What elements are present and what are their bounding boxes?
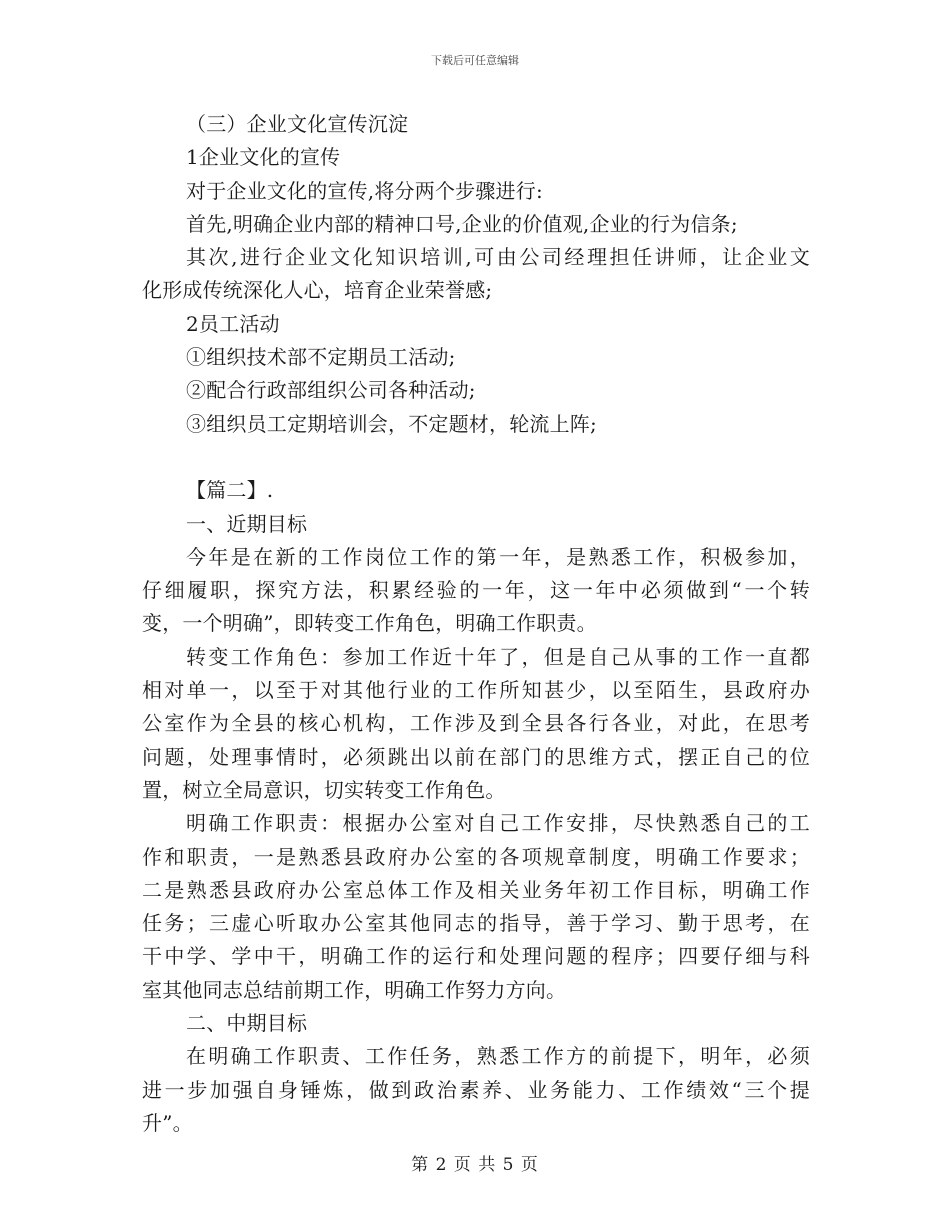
paragraph-line: 转变工作角色：参加工作近十年了，但是自己从事的工作一直都 — [186, 644, 810, 669]
paragraph-line: 变，一个明确”，即转变工作角色，明确工作职责。 — [142, 611, 597, 636]
paragraph-line: 置，树立全局意识，切实转变工作角色。 — [142, 777, 506, 802]
paragraph-line: 公室作为全县的核心机构，工作涉及到全县各行各业，对此，在思考 — [142, 711, 810, 736]
paragraph-line: 在明确工作职责、工作任务，熟悉工作方的前提下，明年，必须 — [186, 1044, 810, 1069]
paragraph-line: 进一步加强自身锤炼，做到政治素养、业务能力、工作绩效“三个提 — [142, 1077, 810, 1102]
paragraph-line: 化形成传统深化人心，培育企业荣誉感; — [142, 278, 493, 303]
paragraph-line: 任务；三虚心听取办公室其他同志的指导，善于学习、勤于思考，在 — [142, 911, 810, 936]
header-note: 下载后可任意编辑 — [431, 54, 519, 67]
paragraph-line: 相对单一，以至于对其他行业的工作所知甚少，以至陌生，县政府办 — [142, 678, 810, 703]
section-heading: （三）企业文化宣传沉淀 — [186, 112, 409, 136]
list-item: ①组织技术部不定期员工活动; — [186, 345, 456, 370]
paragraph-line: 明确工作职责：根据办公室对自己工作安排，尽快熟悉自己的工 — [186, 811, 810, 836]
paragraph-line: 室其他同志总结前期工作，明确工作努力方向。 — [142, 977, 567, 1002]
paragraph-line: 今年是在新的工作岗位工作的第一年，是熟悉工作，积极参加， — [186, 544, 810, 569]
blank-line — [142, 441, 810, 474]
subheading: 2员工活动 — [186, 311, 280, 336]
part-heading: 【篇二】. — [186, 478, 274, 503]
paragraph-line: 其次,进行企业文化知识培训,可由公司经理担任讲师，让企业文 — [186, 245, 810, 270]
paragraph-line: 作和职责，一是熟悉县政府办公室的各项规章制度，明确工作要求； — [142, 844, 810, 869]
section-heading: 一、近期目标 — [186, 511, 308, 536]
paragraph-line: 升”。 — [142, 1110, 193, 1135]
paragraph-line: 问题，处理事情时，必须跳出以前在部门的思维方式，摆正自己的位 — [142, 744, 810, 769]
section-heading: 二、中期目标 — [186, 1011, 308, 1036]
document-body — [142, 108, 810, 1140]
paragraph-line: 二是熟悉县政府办公室总体工作及相关业务年初工作目标，明确工作 — [142, 877, 810, 902]
list-item: ③组织员工定期培训会，不定题材，轮流上阵; — [186, 411, 597, 436]
paragraph-line: 干中学、学中干，明确工作的运行和处理问题的程序；四要仔细与科 — [142, 944, 810, 969]
list-item: ②配合行政部组织公司各种活动; — [186, 378, 476, 403]
paragraph-line: 对于企业文化的宣传,将分两个步骤进行: — [186, 178, 543, 203]
page-number-footer: 第 2 页 共 5 页 — [411, 1155, 539, 1175]
paragraph-line: 仔细履职，探究方法，积累经验的一年，这一年中必须做到“一个转 — [142, 578, 810, 603]
paragraph-line: 首先,明确企业内部的精神口号,企业的价值观,企业的行为信条; — [186, 211, 738, 236]
subheading: 1企业文化的宣传 — [186, 145, 341, 170]
